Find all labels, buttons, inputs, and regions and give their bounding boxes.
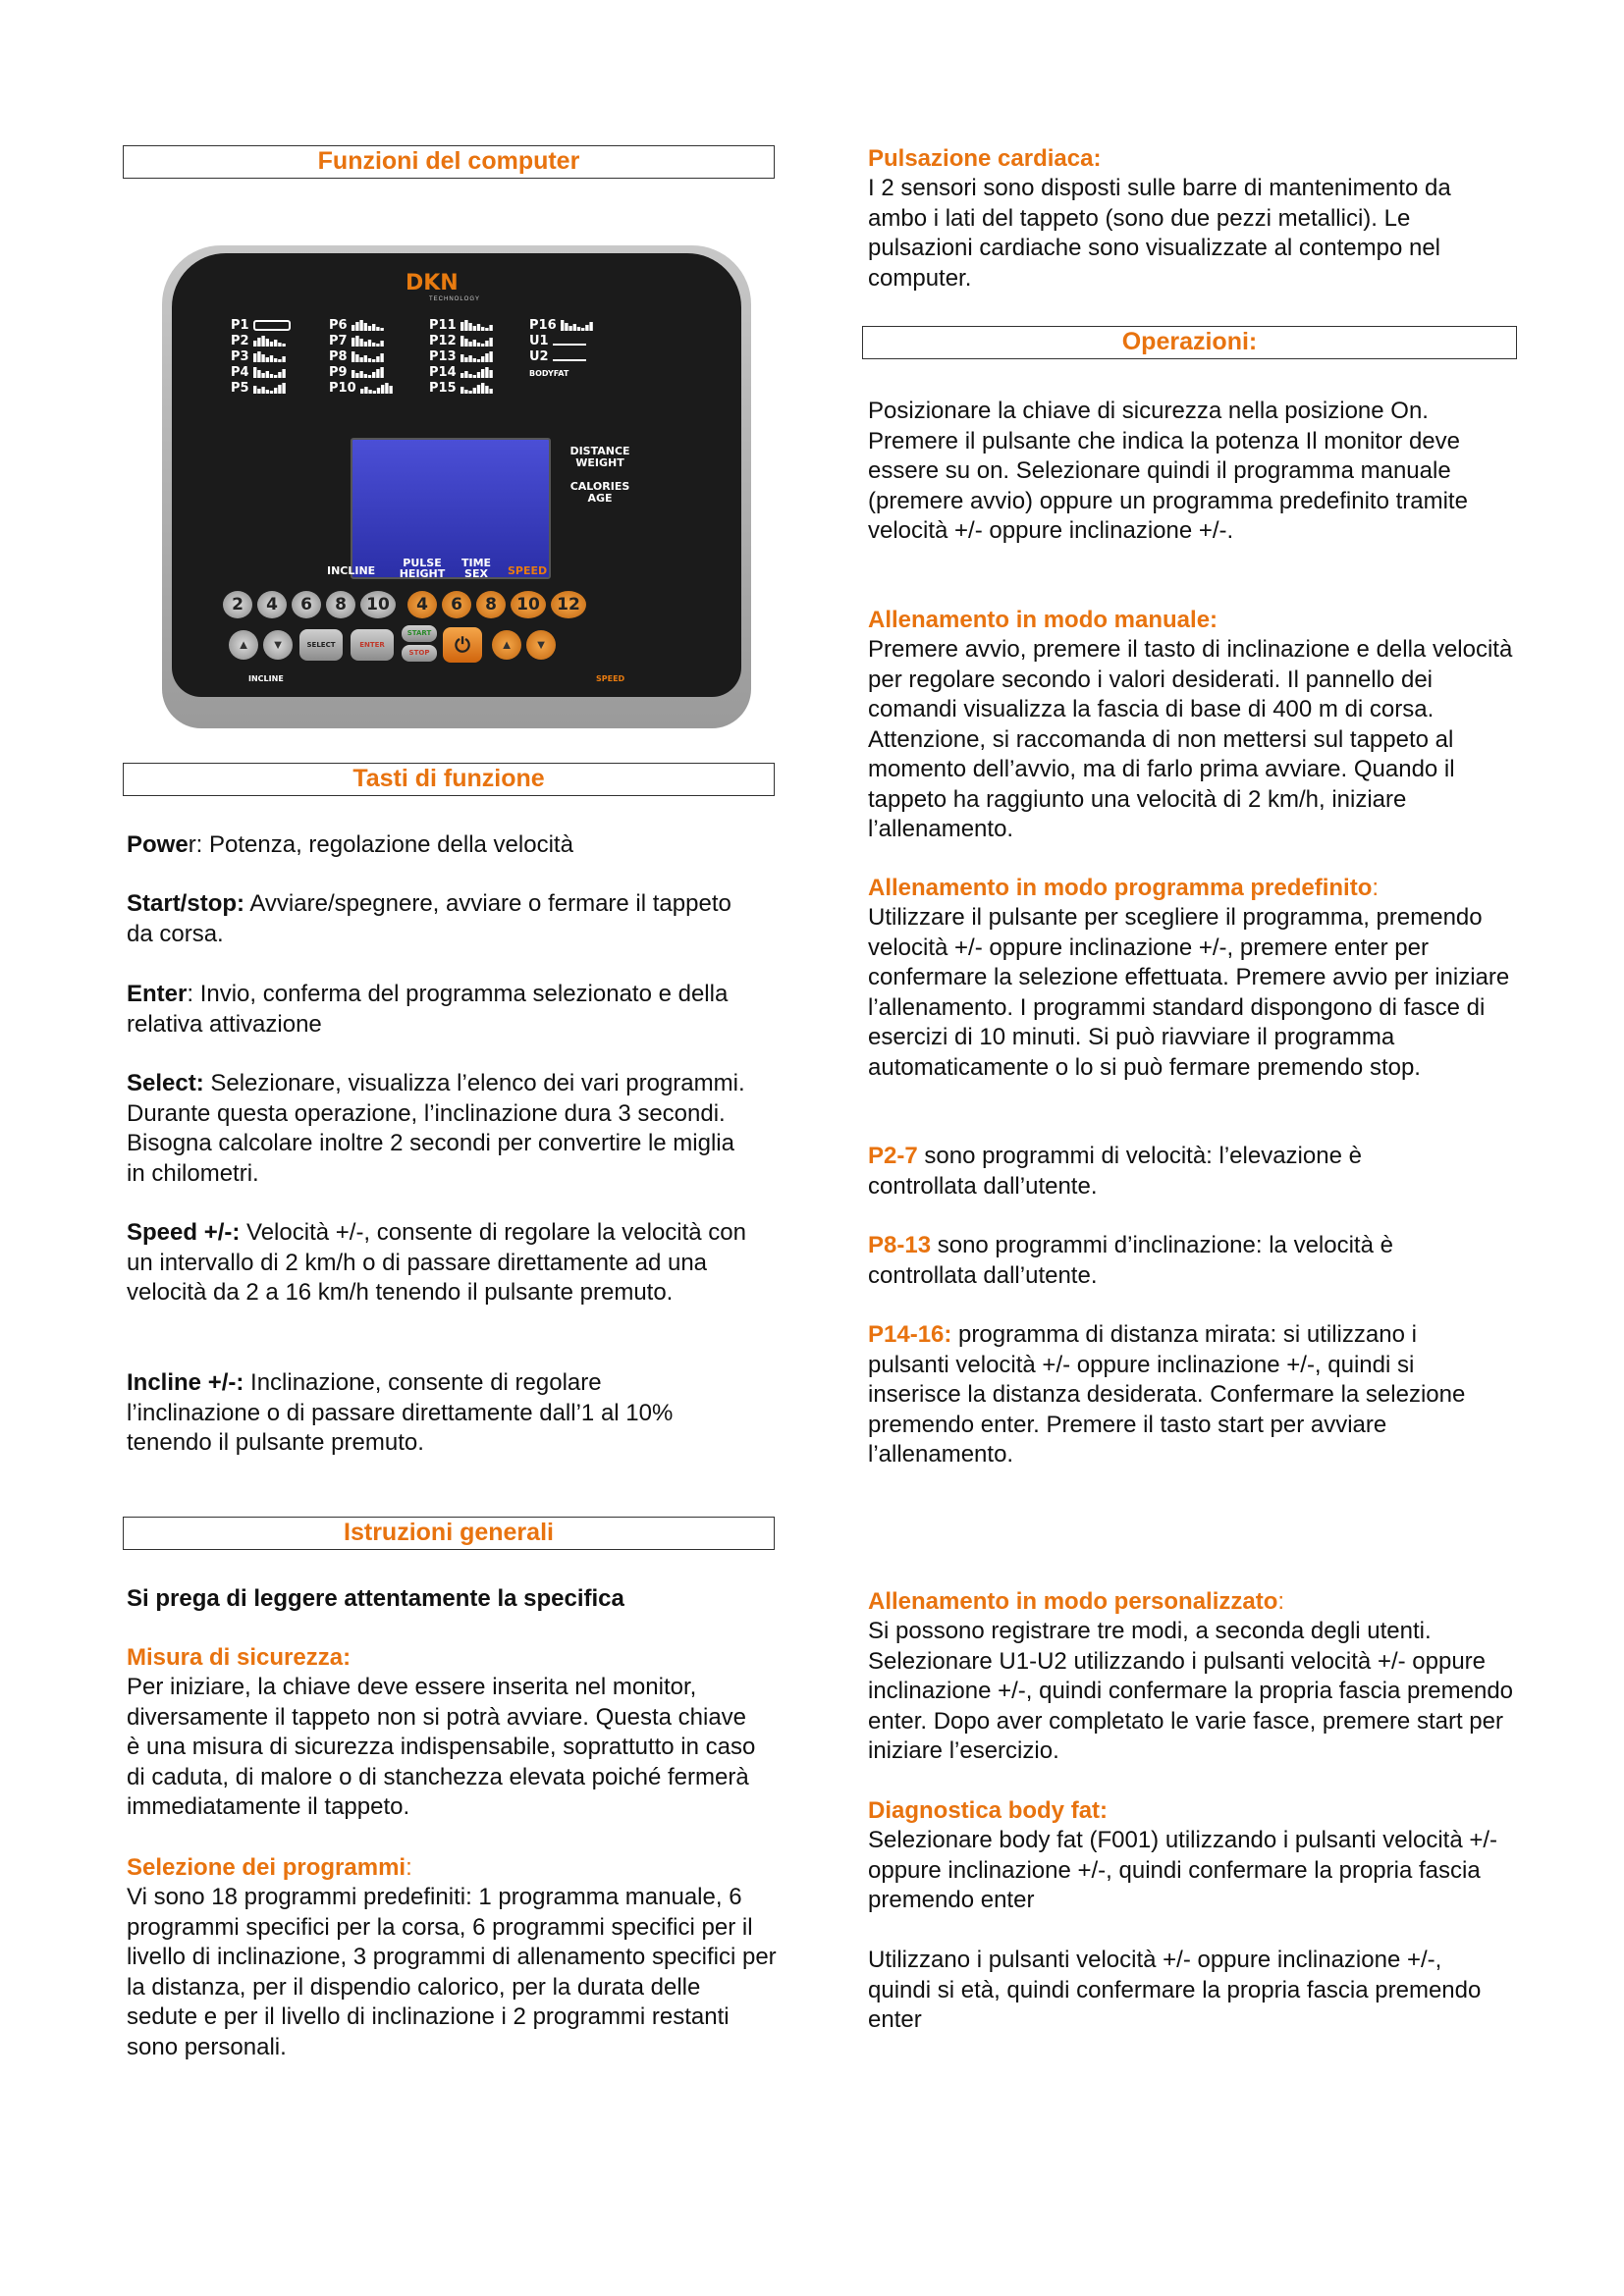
program-label: P2 (231, 334, 249, 348)
program-item (231, 349, 287, 364)
enter-label: Enter (127, 981, 188, 1007)
program-profile-icon (352, 367, 385, 378)
program-profile-icon (253, 367, 287, 378)
program-item (231, 334, 287, 348)
program-profile-icon (352, 351, 385, 362)
program-item (329, 365, 385, 380)
start-stop-label: Start/stop: (127, 890, 244, 917)
program-label: P6 (329, 318, 348, 333)
predefinito-title: Allenamento in modo programma predefinito (868, 875, 1373, 901)
p8-13-description (868, 1231, 1457, 1291)
program-label: BODYFAT (529, 369, 569, 378)
console-panel (172, 253, 741, 697)
program-profile-icon (553, 353, 586, 361)
treadmill-console-image (162, 245, 751, 728)
program-item (529, 365, 568, 380)
program-item (329, 381, 394, 396)
incline-key-8[interactable]: 8 (326, 591, 355, 618)
selezione-title: Selezione dei programmi (127, 1854, 406, 1881)
incline-key-4[interactable]: 4 (257, 591, 287, 618)
program-profile-icon (460, 336, 494, 347)
program-label: U2 (529, 349, 549, 364)
pulsazione-title: Pulsazione cardiaca: (868, 145, 1102, 172)
program-item (329, 349, 385, 364)
bodyfat-text: Selezionare body fat (F001) utilizzando i pulsanti velocità +/- oppure inclinazione +/-, quindi confermare la propria fascia premendo enter (868, 1827, 1498, 1913)
program-profile-icon (352, 336, 385, 347)
select-description (127, 1069, 755, 1189)
misura-title: Misura di sicurezza: (127, 1644, 352, 1671)
program-label: P7 (329, 334, 348, 348)
pulsazione-text: I 2 sensori sono disposti sulle barre di mantenimento da ambo i lati del tappeto (sono due pezzi metallici). Le pulsazioni cardiache sono visualizzate al contempo nel computer. (868, 175, 1451, 292)
incline-text: Inclinazione, consente di regolare l’inclinazione o di passare direttamente dall’1 al 10% tenendo il pulsante premuto. (127, 1369, 674, 1456)
speed-down-icon[interactable]: ▼ (526, 630, 556, 660)
select-label: Select: (127, 1070, 204, 1096)
brand-subtitle: TECHNOLOGY (429, 296, 481, 302)
stop-button[interactable]: STOP (402, 645, 437, 662)
program-item (429, 334, 494, 348)
program-label: P13 (429, 349, 457, 364)
section-title-istruzioni: Istruzioni generali (123, 1517, 775, 1550)
program-item (429, 365, 494, 380)
program-item (529, 318, 594, 333)
program-item (429, 381, 494, 396)
selezione-colon: : (406, 1854, 412, 1881)
start-stop-text: Avviare/spegnere, avviare o fermare il tappeto da corsa. (127, 890, 731, 947)
bodyfat-text-2: Utilizzano i pulsanti velocità +/- oppure inclinazione +/-, quindi si età, quindi confermare la propria fascia premendo enter (868, 1947, 1482, 2033)
p2-7-description (868, 1142, 1457, 1201)
program-label: P16 (529, 318, 557, 333)
program-item (529, 349, 586, 364)
program-profile-icon (561, 320, 594, 331)
enter-text: : Invio, conferma del programma selezionato e della relativa attivazione (127, 981, 729, 1038)
program-label: P5 (231, 381, 249, 396)
display-label-calories: CALORIES (569, 480, 630, 493)
power-button[interactable]: ⏻ (443, 627, 482, 663)
label-time: TIME (460, 557, 492, 569)
power-label: Powe (127, 831, 189, 858)
program-item (529, 334, 586, 348)
label-incline: INCLINE (327, 564, 376, 577)
program-label: P10 (329, 381, 356, 396)
program-profile-icon (360, 383, 394, 394)
speed-key-4[interactable]: 4 (407, 591, 437, 618)
speed-key-10[interactable]: 10 (511, 591, 546, 618)
speed-up-icon[interactable]: ▲ (492, 630, 521, 660)
program-label: P4 (231, 365, 249, 380)
program-item (231, 365, 287, 380)
program-profile-icon (460, 367, 494, 378)
program-item (429, 349, 494, 364)
program-profile-icon (253, 336, 287, 347)
incline-up-icon[interactable]: ▲ (229, 630, 258, 660)
incline-key-6[interactable]: 6 (292, 591, 321, 618)
start-button[interactable]: START (402, 625, 437, 642)
manuale-text: Premere avvio, premere il tasto di inclinazione e della velocità per regolare secondo i valori desiderati. Il pannello dei comandi visualizza la fascia di base di 400 m di corsa. Attenzione, si raccomanda di non mettersi sul tappeto al momento dell’avvio, ma di farlo prima avviare. Quando il tappeto ha raggiunto una velocità di 2 km/h, iniziare l’allenamento. (868, 636, 1513, 842)
program-profile-icon (553, 338, 586, 346)
predefinito-heading (868, 874, 1516, 904)
incline-label: Incline +/-: (127, 1369, 244, 1396)
incline-key-2[interactable]: 2 (223, 591, 252, 618)
predefinito-text: Utilizzare il pulsante per scegliere il programma, premendo velocità +/- oppure inclinazione +/-, premere enter per confermare la selezione effettuata. Premere avvio per iniziare l’allenamento. I programmi standard dispongono di fasce di esercizi di 10 minuti. Si può riavviare il programma automaticamente o lo si può fermare premendo stop. (868, 904, 1510, 1081)
program-profile-icon (460, 383, 494, 394)
program-profile-icon (460, 351, 494, 362)
p14-16-label: P14-16: (868, 1321, 952, 1348)
program-profile-icon (460, 320, 494, 331)
section-title-operazioni: Operazioni: (862, 326, 1517, 359)
program-label: P1 (231, 318, 249, 333)
program-label: P3 (231, 349, 249, 364)
section-title-tasti: Tasti di funzione (123, 763, 775, 796)
label-speed: SPEED (508, 564, 548, 577)
brand-logo: DKN (406, 271, 459, 295)
p2-7-text: sono programmi di velocità: l’elevazione è controllata dall’utente. (868, 1143, 1362, 1200)
display-label-distance: DISTANCE (569, 445, 630, 457)
predefinito-colon: : (1372, 875, 1380, 901)
display-label-age: AGE (587, 492, 613, 505)
enter-button[interactable]: ENTER (351, 629, 394, 661)
power-text: r: Potenza, regolazione della velocità (188, 831, 573, 858)
speed-key-12[interactable]: 12 (551, 591, 586, 618)
power-description (127, 830, 775, 861)
program-profile-icon (253, 351, 287, 362)
p2-7-label: P2-7 (868, 1143, 918, 1169)
incline-down-icon[interactable]: ▼ (263, 630, 293, 660)
speed-key-6[interactable]: 6 (442, 591, 471, 618)
label-sex: SEX (464, 567, 488, 580)
program-profile-icon (253, 320, 291, 331)
footer-incline-label: INCLINE (248, 674, 284, 683)
bodyfat-title: Diagnostica body fat: (868, 1797, 1109, 1824)
speed-label: Speed +/-: (127, 1219, 241, 1246)
program-profile-icon (352, 320, 385, 331)
speed-description (127, 1218, 770, 1308)
program-label: P11 (429, 318, 457, 333)
incline-description (127, 1368, 735, 1459)
enter-description (127, 980, 755, 1040)
pulsazione-heading (868, 144, 1516, 175)
program-item (231, 381, 287, 396)
personalizzato-colon: : (1277, 1588, 1285, 1615)
personalizzato-heading (868, 1587, 1516, 1618)
program-label: P12 (429, 334, 457, 348)
p8-13-text: sono programmi d’inclinazione: la velocità è controllata dall’utente. (868, 1232, 1393, 1289)
program-label: P8 (329, 349, 348, 364)
program-profile-icon (253, 383, 287, 394)
selezione-heading (127, 1853, 775, 1884)
program-label: P15 (429, 381, 457, 396)
bodyfat-heading (868, 1796, 1516, 1827)
select-button[interactable]: SELECT (299, 629, 343, 661)
p14-16-text: programma di distanza mirata: si utilizzano i pulsanti velocità +/- oppure inclinazione +/-, quindi si inserisce la distanza desiderata. Confermare la selezione premendo enter. Premere il tasto start per avviare l’allenamento. (868, 1321, 1466, 1468)
program-label: U1 (529, 334, 549, 348)
selezione-text: Vi sono 18 programmi predefiniti: 1 programma manuale, 6 programmi specifici per la corsa, 6 programmi specifici per il livello di inclinazione, 3 programmi di allenamento specifici per la distanza, per il dispendio calorico, per la durata delle sedute e per il livello di inclinazione i 2 programmi restanti sono personali. (127, 1884, 777, 2060)
start-stop-description (127, 889, 735, 949)
lcd-display (351, 438, 551, 579)
incline-key-10[interactable]: 10 (360, 591, 396, 618)
program-item (329, 334, 385, 348)
label-height: HEIGHT (399, 567, 446, 580)
misura-text: Per iniziare, la chiave deve essere inserita nel monitor, diversamente il tappeto non si potrà avviare. Questa chiave è una misura di sicurezza indispensabile, soprattutto in caso di caduta, di malore o di stanchezza elevata poiché fermerà immediatamente il tappeto. (127, 1674, 756, 1820)
label-pulse: PULSE (403, 557, 442, 569)
personalizzato-text: Si possono registrare tre modi, a seconda degli utenti. Selezionare U1-U2 utilizzando i pulsanti velocità +/- oppure inclinazione +/-, quindi confermare la propria fascia premendo enter. Dopo aver completato le varie fasce, premere start per iniziare l’esercizio. (868, 1618, 1514, 1764)
program-item (329, 318, 385, 333)
program-label: P9 (329, 365, 348, 380)
speed-key-8[interactable]: 8 (476, 591, 506, 618)
manuale-title: Allenamento in modo manuale: (868, 607, 1218, 633)
personalizzato-title: Allenamento in modo personalizzato (868, 1588, 1278, 1615)
program-item (429, 318, 494, 333)
p8-13-label: P8-13 (868, 1232, 932, 1258)
select-text: Selezionare, visualizza l’elenco dei vari programmi. Durante questa operazione, l’inclinazione dura 3 secondi. Bisogna calcolare inoltre 2 secondi per convertire le miglia in chilometri. (127, 1070, 745, 1187)
program-item (231, 318, 291, 333)
display-label-weight: WEIGHT (575, 456, 624, 469)
footer-speed-label: SPEED (596, 674, 625, 683)
p14-16-description (868, 1320, 1487, 1470)
speed-text: Velocità +/-, consente di regolare la velocità con un intervallo di 2 km/h o di passare direttamente ad una velocità da 2 a 16 km/h tenendo il pulsante premuto. (127, 1219, 746, 1306)
read-specification-note: Si prega di leggere attentamente la specifica (127, 1585, 624, 1612)
manuale-heading (868, 606, 1516, 636)
operazioni-text: Posizionare la chiave di sicurezza nella posizione On. Premere il pulsante che indica la potenza Il monitor deve essere su on. Selezionare quindi il programma manuale (premere avvio) oppure un programma predefinito tramite velocità +/- oppure inclinazione +/-. (868, 398, 1468, 544)
section-title-funzioni: Funzioni del computer (123, 145, 775, 179)
program-label: P14 (429, 365, 457, 380)
misura-heading (127, 1643, 775, 1674)
